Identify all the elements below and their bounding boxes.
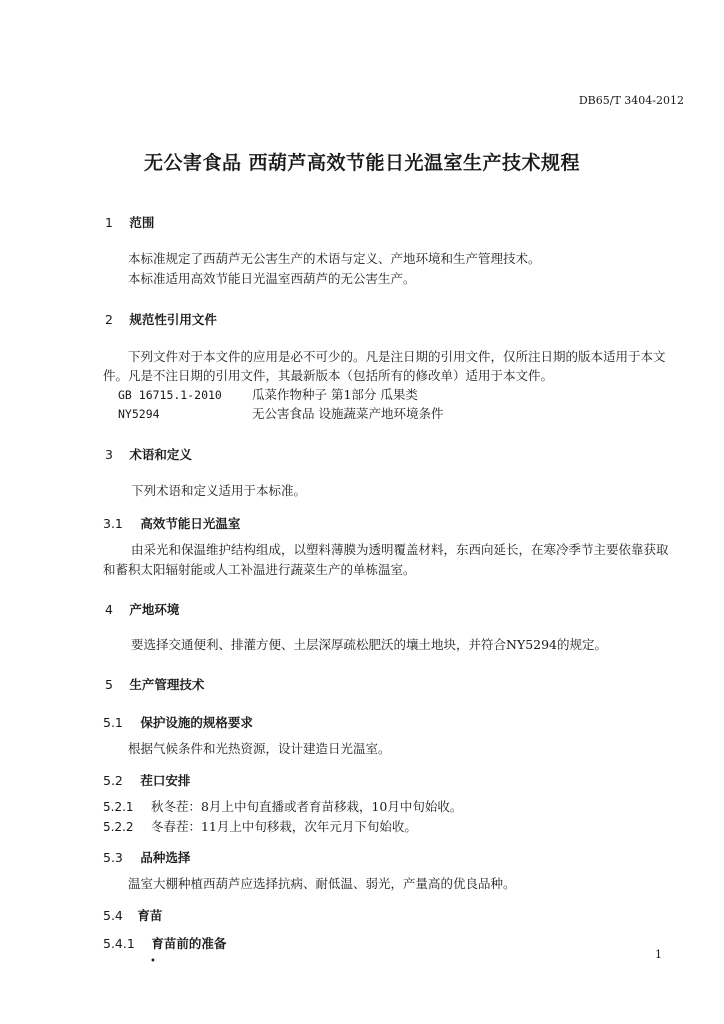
section-title: 育苗前的准备: [151, 936, 227, 951]
section-3-1-definition-line-2: 和蓄积太阳辐射能或人工补温进行蔬菜生产的单栋温室。: [103, 562, 416, 577]
section-title: 术语和定义: [129, 447, 192, 462]
section-title: 保护设施的规格要求: [140, 715, 253, 730]
section-title: 规范性引用文件: [129, 312, 217, 327]
reference-code: NY5294: [118, 407, 160, 421]
section-title: 产地环境: [129, 602, 180, 617]
section-number: 5: [105, 677, 113, 692]
section-number: 5.4: [103, 908, 123, 923]
section-2-paragraph-line-2: 件。凡是不注日期的引用文件，其最新版本（包括所有的修改单）适用于本文件。: [103, 368, 554, 383]
item-number: 5.2.2: [103, 820, 134, 834]
section-title: 高效节能日光温室: [140, 516, 241, 531]
item-text: 秋冬茬：8月上中旬直播或者育苗移栽，10月中旬始收。: [150, 799, 463, 814]
section-5-3-paragraph: 温室大棚种植西葫芦应选择抗病、耐低温、弱光，产量高的优良品种。: [128, 876, 516, 891]
section-2-heading: [105, 310, 217, 328]
section-3-1-heading: [103, 514, 240, 532]
section-title: 育苗: [137, 908, 163, 923]
section-3-heading: [105, 445, 192, 463]
standard-code: DB65/T 3404-2012: [578, 94, 684, 107]
section-5-2-1-item: [103, 798, 462, 816]
section-3-1-definition-line-1: 由采光和保温维护结构组成，以塑料薄膜为透明覆盖材料，东西向延长，在寒冷季节主要依靠获取: [131, 542, 669, 557]
item-text: 冬春茬：11月上中旬移栽，次年元月下旬始收。: [150, 819, 417, 834]
section-number: 5.3: [103, 850, 123, 865]
section-number: 5.2: [103, 773, 123, 788]
section-title: 品种选择: [140, 850, 191, 865]
section-3-paragraph: 下列术语和定义适用于本标准。: [131, 483, 307, 498]
section-number: 1: [105, 215, 113, 230]
section-number: 4: [105, 602, 113, 617]
section-5-heading: [105, 675, 204, 693]
scan-mark: •: [150, 956, 156, 967]
reference-name: 无公害食品 设施蔬菜产地环境条件: [251, 406, 444, 421]
page-number: 1: [655, 948, 662, 961]
section-title: 生产管理技术: [129, 677, 205, 692]
section-number: 3.1: [103, 516, 123, 531]
document-title: 无公害食品 西葫芦高效节能日光温室生产技术规程: [143, 152, 581, 174]
section-5-1-paragraph: 根据气候条件和光热资源，设计建造日光温室。: [128, 741, 391, 756]
section-5-2-heading: [103, 771, 190, 789]
section-number: 5.4.1: [103, 936, 135, 951]
section-number: 2: [105, 312, 113, 327]
section-4-paragraph: 要选择交通便利、排灌方便、土层深厚疏松肥沃的壤土地块，并符合NY5294的规定。: [131, 637, 608, 652]
section-number: 3: [105, 447, 113, 462]
section-5-3-heading: [103, 848, 190, 866]
reference-item: [118, 386, 418, 404]
item-number: 5.2.1: [103, 800, 134, 814]
section-1-paragraph-1: 本标准规定了西葫芦无公害生产的术语与定义、产地环境和生产管理技术。: [128, 251, 541, 266]
section-2-paragraph-line-1: 下列文件对于本文件的应用是必不可少的。凡是注日期的引用文件，仅所注日期的版本适用于本文: [128, 349, 666, 364]
section-1-paragraph-2: 本标准适用高效节能日光温室西葫芦的无公害生产。: [128, 271, 416, 286]
section-number: 5.1: [103, 715, 123, 730]
section-1-heading: [105, 213, 154, 231]
reference-code: GB 16715.1-2010: [118, 388, 222, 402]
section-4-heading: [105, 600, 179, 618]
reference-item: [118, 405, 443, 423]
section-title: 茬口安排: [140, 773, 191, 788]
section-5-1-heading: [103, 713, 253, 731]
section-5-4-heading: [103, 906, 162, 924]
reference-name: 瓜菜作物种子 第1部分 瓜果类: [251, 387, 418, 402]
section-5-4-1-heading: [103, 934, 226, 952]
section-5-2-2-item: [103, 818, 417, 836]
section-title: 范围: [129, 215, 155, 230]
